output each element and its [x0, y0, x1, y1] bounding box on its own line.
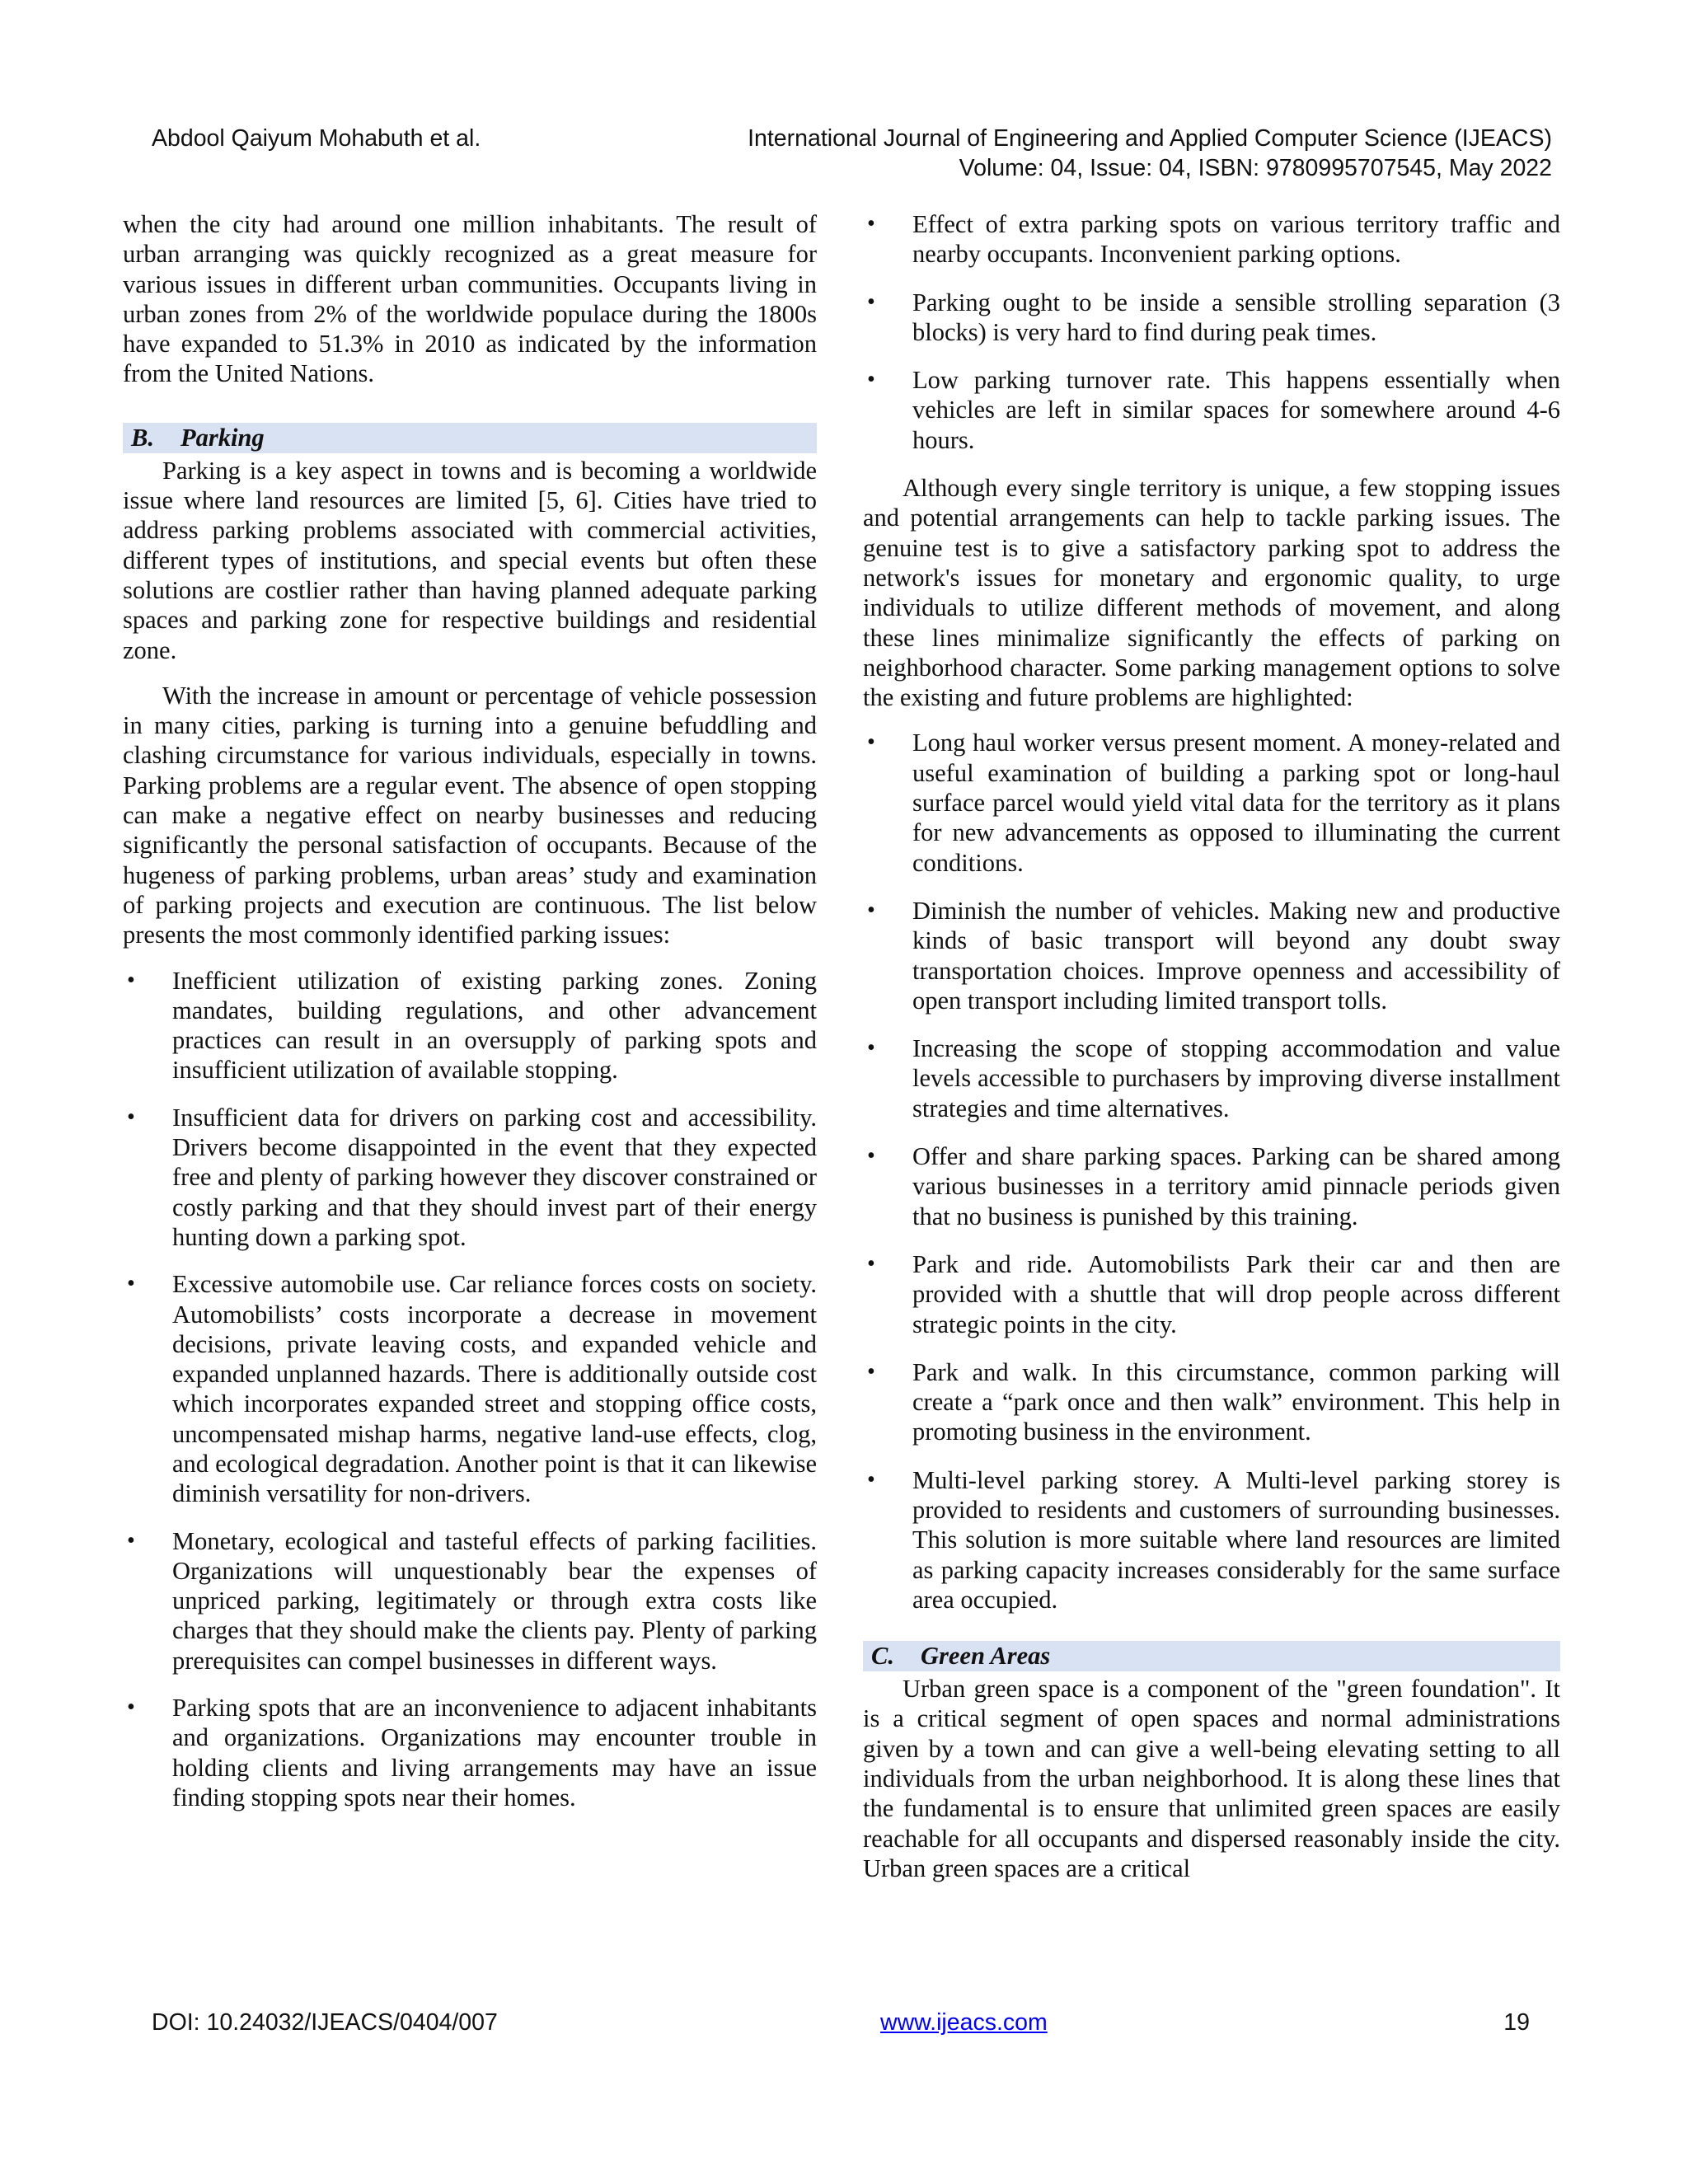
bullet-icon: •	[127, 1271, 135, 1297]
section-title: Parking	[181, 423, 265, 452]
parking-options-list	[863, 728, 1560, 1615]
list-item: • Increasing the scope of stopping accommodation and value levels accessible to purchasers by improving diverse installment strategies and time alternatives.	[867, 1034, 1560, 1122]
section-heading-green-areas	[863, 1641, 1560, 1671]
list-item: • Multi-level parking storey. A Multi-level parking storey is provided to residents and customers of surrounding businesses. This solution is more suitable where land resources are limited as parking capacity increases considerably for the same surface area occupied.	[867, 1465, 1560, 1614]
bullet-icon: •	[867, 1035, 875, 1062]
paragraph: Although every single territory is unique, a few stopping issues and potential arrangements can help to tackle parking issues. The genuine test is to give a satisfactory parking spot to address the network's issues for monetary and ergonomic quality, to urge individuals to utilize different methods of movement, and along these lines minimalize significantly the effects of parking on neighborhood character. Some parking management options to solve the existing and future problems are highlighted:	[863, 474, 1560, 712]
header-journal: International Journal of Engineering and Applied Computer Science (IJEACS)	[748, 125, 1552, 152]
paragraph: Parking is a key aspect in towns and is becoming a worldwide issue where land resources are limited [5, 6]. Cities have tried to address parking problems associated with commercial activities, different types of institutions, and special events but often these solutions are costlier rather than having planned adequate parking spaces and parking zone for respective buildings and residential zone.	[123, 456, 817, 664]
list-item: • Excessive automobile use. Car reliance forces costs on society. Automobilists’ costs incorporate a decrease in movement decisions, private leaving costs, and expanded vehicle and expanded unplanned hazards. There is additionally outside cost which incorporates expanded street and stopping office costs, uncompensated mishap harms, negative land-use effects, clog, and ecological degradation. Another point is that it can likewise diminish versatility for non-drivers.	[127, 1270, 817, 1508]
list-item: • Long haul worker versus present moment. A money-related and useful examination of building a parking spot or long-haul surface parcel would yield vital data for the territory as it plans for new advancements as opposed to illuminating the current conditions.	[867, 729, 1560, 877]
list-item: • Parking ought to be inside a sensible strolling separation (3 blocks) is very hard to find during peak times.	[867, 288, 1560, 346]
bullet-icon: •	[127, 1104, 135, 1130]
right-column	[863, 209, 1560, 1899]
list-item: • Insufficient data for drivers on parking cost and accessibility. Drivers become disappointed in the event that they expected free and plenty of parking however they discover constrained or costly parking and that they should invest part of their energy hunting down a parking spot.	[127, 1103, 817, 1251]
list-item: • Offer and share parking spaces. Parking can be shared among various businesses in a territory amid pinnacle periods given that no business is punished by this training.	[867, 1142, 1560, 1230]
bullet-icon: •	[867, 288, 875, 315]
paragraph: With the increase in amount or percentage of vehicle possession in many cities, parking is turning into a genuine befuddling and clashing circumstance for various individuals, especially in towns. Parking problems are a regular event. The absence of open stopping can make a negative effect on nearby businesses and reducing significantly the personal satisfaction of occupants. Because of the hugeness of parking problems, urban areas’ study and examination of parking projects and execution are continuous. The list below presents the most commonly identified parking issues:	[123, 681, 817, 949]
bullet-icon: •	[867, 1143, 875, 1169]
list-item: • Inefficient utilization of existing parking zones. Zoning mandates, building regulations, and other advancement practices can result in an oversupply of parking spots and insufficient utilization of available stopping.	[127, 966, 817, 1085]
bullet-icon: •	[867, 1358, 875, 1385]
list-item: • Diminish the number of vehicles. Making new and productive kinds of basic transport will beyond any doubt sway transportation choices. Improve openness and accessibility of open transport including limited transport tolls.	[867, 896, 1560, 1015]
header-journal-info	[748, 124, 1552, 183]
left-column	[123, 209, 817, 1830]
parking-issues-list-continued	[863, 209, 1560, 455]
section-title: Green Areas	[921, 1642, 1051, 1671]
footer-website-link[interactable]: www.ijeacs.com	[880, 2009, 1048, 2036]
bullet-icon: •	[127, 1527, 135, 1554]
list-item: • Park and ride. Automobilists Park their car and then are provided with a shuttle that will drop people across different strategic points in the city.	[867, 1249, 1560, 1338]
bullet-icon: •	[127, 967, 135, 993]
section-number: B.	[131, 423, 154, 452]
bullet-icon: •	[867, 729, 875, 756]
bullet-icon: •	[867, 367, 875, 393]
list-item: • Monetary, ecological and tasteful effects of parking facilities. Organizations will unquestionably bear the expenses of unpriced parking, legitimately or through extra costs like charges that they should make the clients pay. Plenty of parking prerequisites can compel businesses in different ways.	[127, 1526, 817, 1675]
section-heading-parking	[123, 423, 817, 453]
bullet-icon: •	[127, 1694, 135, 1721]
footer-doi: DOI: 10.24032/IJEACS/0404/007	[152, 2009, 498, 2036]
intro-paragraph: when the city had around one million inhabitants. The result of urban arranging was quickly recognized as a great measure for various issues in different urban communities. Occupants living in urban zones from 2% of the worldwide populace during the 1800s have expanded to 51.3% in 2010 as indicated by the information from the United Nations.	[123, 210, 817, 388]
bullet-icon: •	[867, 1250, 875, 1277]
header-volume: Volume: 04, Issue: 04, ISBN: 9780995707545, May 2022	[959, 155, 1552, 181]
list-item: • Parking spots that are an inconvenience to adjacent inhabitants and organizations. Organizations may encounter trouble in holding clients and living arrangements may have an issue finding stopping spots near their homes.	[127, 1694, 817, 1811]
list-item: • Park and walk. In this circumstance, common parking will create a “park once and then walk” environment. This help in promoting business in the environment.	[867, 1357, 1560, 1446]
list-item: • Effect of extra parking spots on various territory traffic and nearby occupants. Inconvenient parking options.	[867, 210, 1560, 269]
section-number: C.	[871, 1642, 894, 1671]
bullet-icon: •	[867, 211, 875, 237]
header-authors: Abdool Qaiyum Mohabuth et al.	[152, 125, 481, 152]
page-number: 19	[1503, 2009, 1530, 2036]
paragraph: Urban green space is a component of the "green foundation". It is a critical segment of open spaces and normal administrations given by a town and can give a well-being elevating setting to all individuals from the urban neighborhood. It is along these lines that the fundamental is to ensure that unlimited green spaces are easily reachable for all occupants and dispersed reasonably inside the city. Urban green spaces are a critical	[863, 1675, 1560, 1882]
list-item: • Low parking turnover rate. This happens essentially when vehicles are left in similar spaces for somewhere around 4-6 hours.	[867, 366, 1560, 454]
bullet-icon: •	[867, 1466, 875, 1493]
bullet-icon: •	[867, 897, 875, 923]
parking-issues-list	[123, 966, 817, 1813]
